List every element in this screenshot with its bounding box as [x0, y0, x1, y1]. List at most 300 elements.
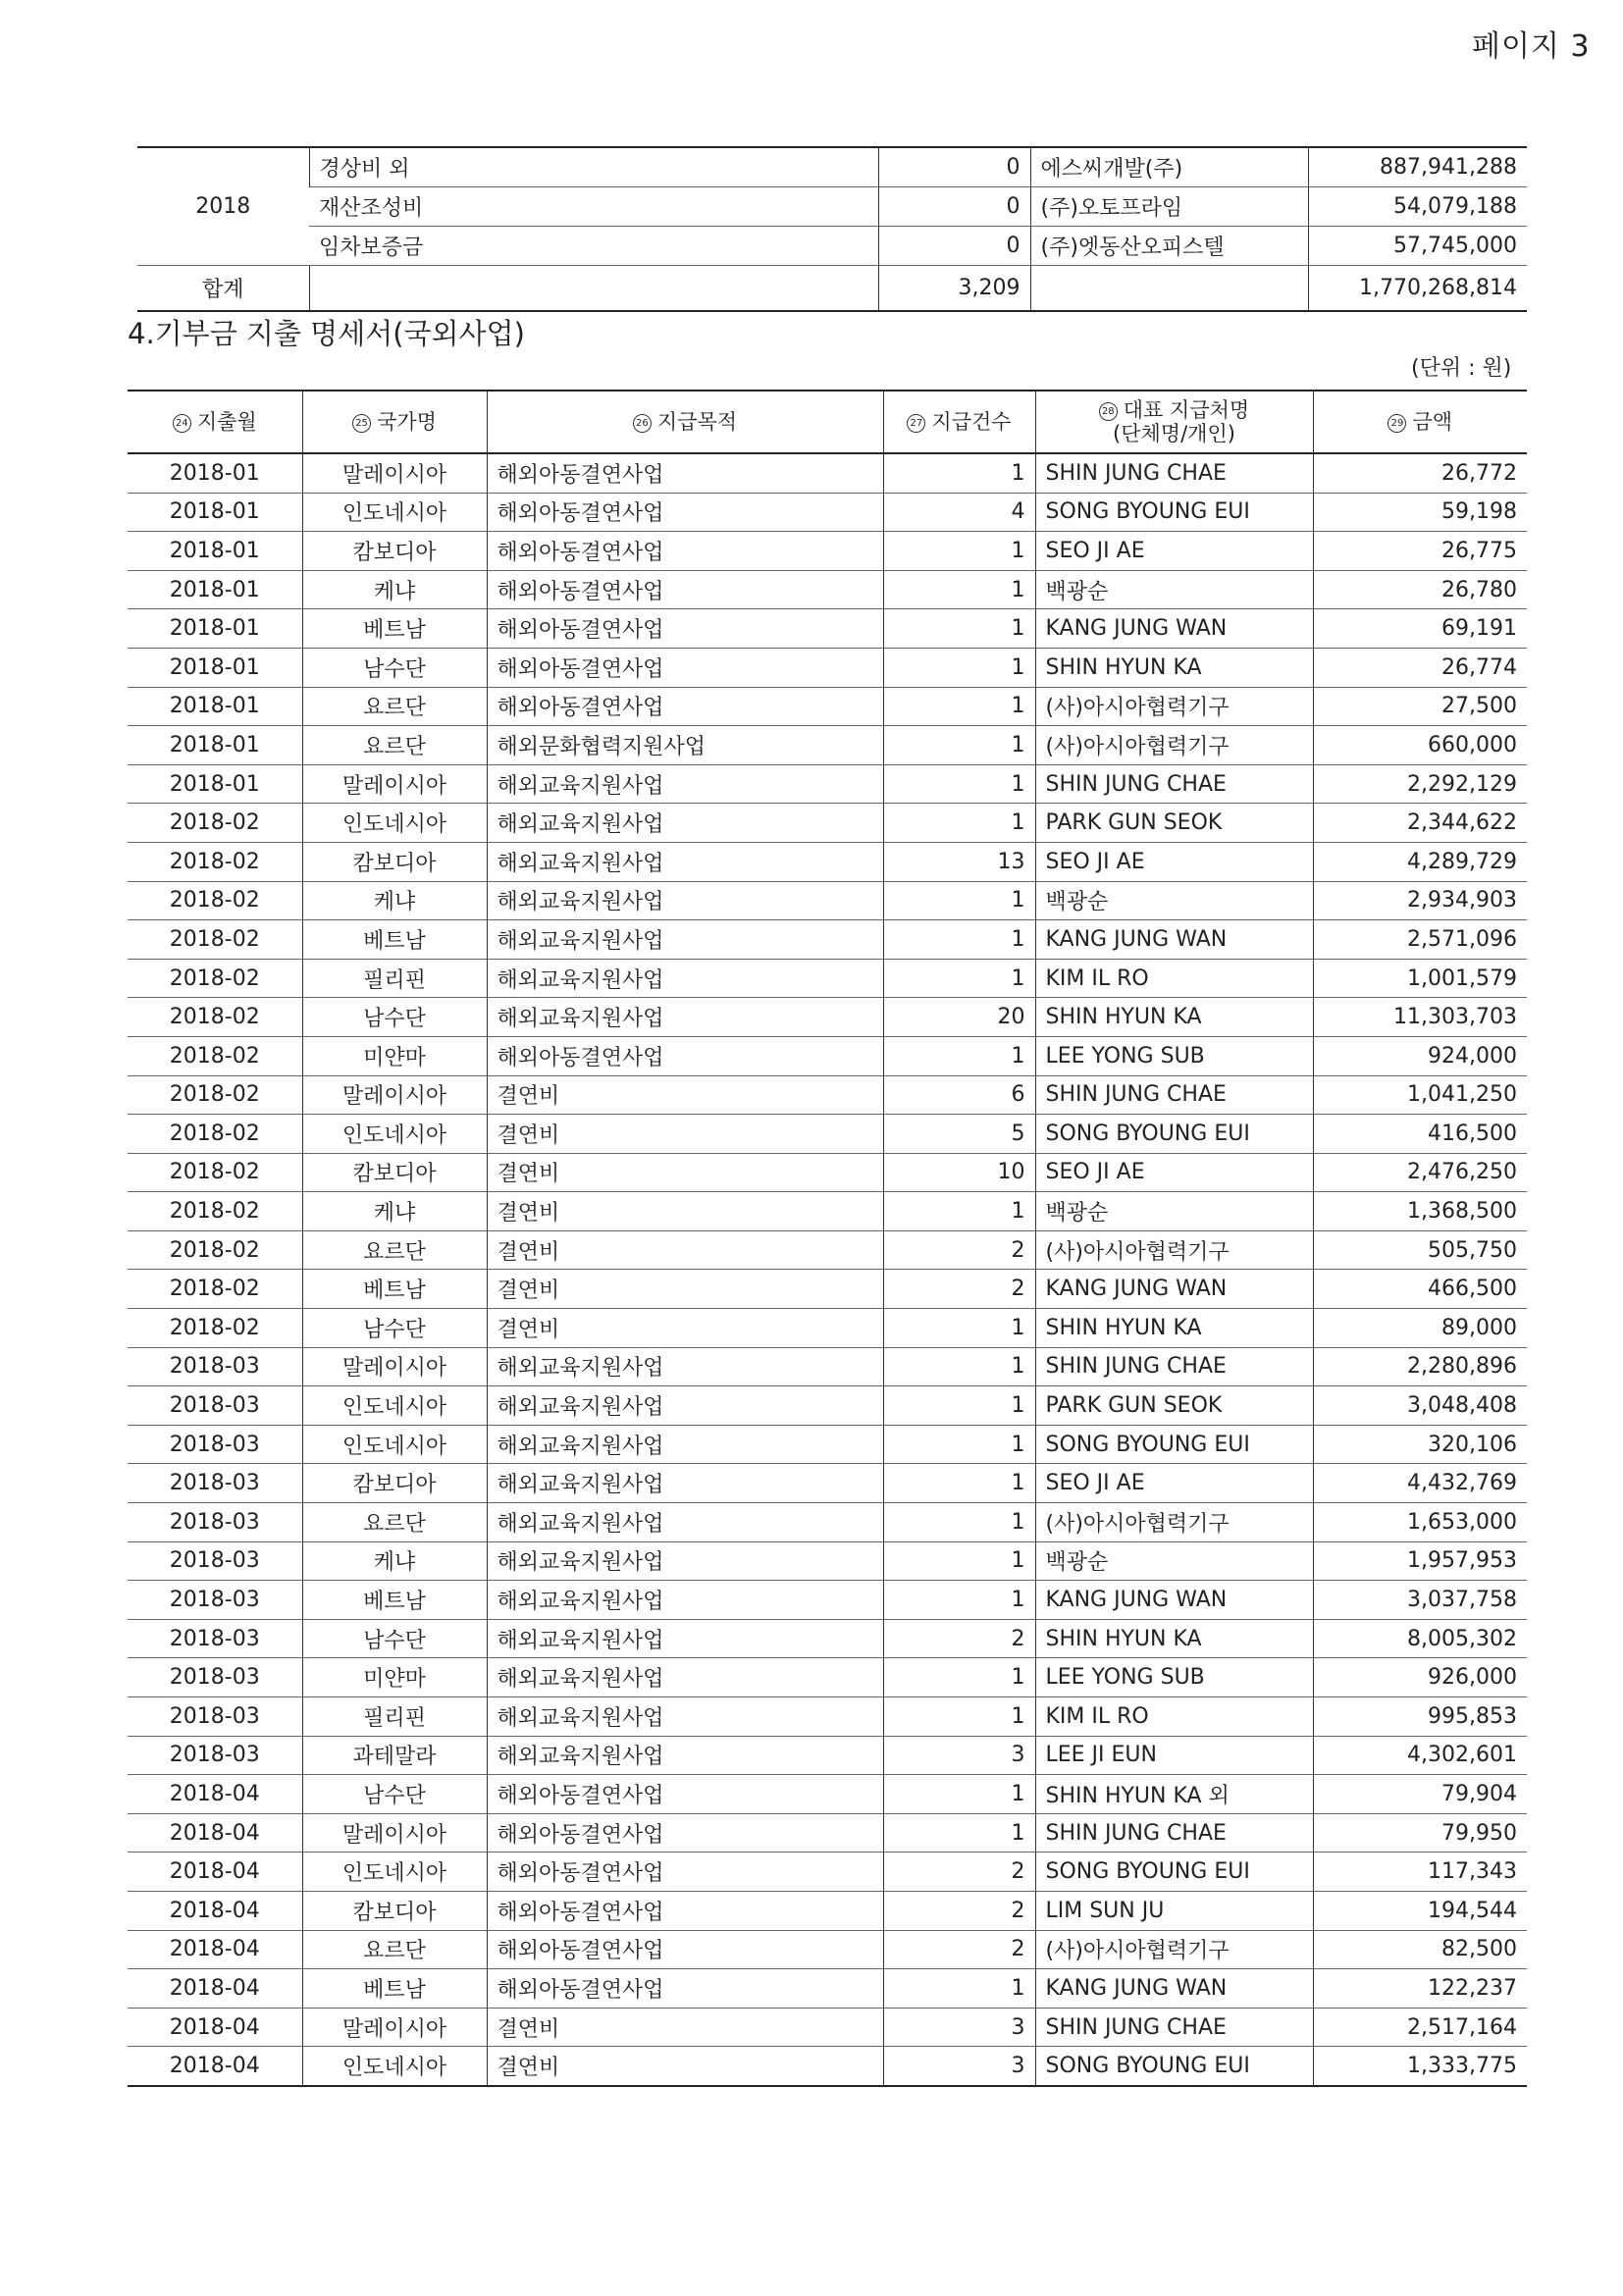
month-cell: 2018-04 — [128, 1852, 302, 1892]
country-cell: 남수단 — [302, 998, 487, 1037]
purpose-cell: 해외교육지원사업 — [487, 1425, 883, 1464]
month-cell: 2018-01 — [128, 570, 302, 609]
month-cell: 2018-04 — [128, 1775, 302, 1814]
page-number: 페이지 3 — [1472, 29, 1591, 64]
country-cell: 베트남 — [302, 1969, 487, 2009]
purpose-cell: 결연비 — [487, 1192, 883, 1231]
payee-cell: 백광순 — [1035, 1541, 1313, 1581]
amount-cell: 27,500 — [1313, 687, 1527, 726]
table-row — [128, 1270, 1527, 1309]
count-cell: 2 — [883, 1270, 1035, 1309]
payee-cell: SEO JI AE — [1035, 1153, 1313, 1192]
table-row — [128, 726, 1527, 765]
table-row — [128, 1503, 1527, 1542]
country-cell: 미얀마 — [302, 1658, 487, 1697]
country-cell: 인도네시아 — [302, 1115, 487, 1154]
payee-cell: KIM IL RO — [1035, 1697, 1313, 1737]
purpose-cell: 해외교육지원사업 — [487, 1386, 883, 1426]
count-cell: 2 — [883, 1852, 1035, 1892]
count-cell: 1 — [883, 726, 1035, 765]
country-cell: 베트남 — [302, 1581, 487, 1620]
count-cell: 6 — [883, 1075, 1035, 1115]
country-cell: 말레이시아 — [302, 764, 487, 804]
month-cell: 2018-02 — [128, 1153, 302, 1192]
country-cell: 말레이시아 — [302, 2008, 487, 2047]
amount-cell: 2,476,250 — [1313, 1153, 1527, 1192]
month-cell: 2018-03 — [128, 1619, 302, 1658]
purpose-cell: 해외교육지원사업 — [487, 920, 883, 960]
amount-cell: 924,000 — [1313, 1036, 1527, 1075]
country-cell: 베트남 — [302, 1270, 487, 1309]
payee-cell: 에스씨개발(주) — [1030, 147, 1308, 187]
count-cell: 1 — [883, 648, 1035, 687]
circled-number-icon: 25 — [352, 414, 371, 433]
table-row — [128, 998, 1527, 1037]
amount-cell: 4,289,729 — [1313, 842, 1527, 881]
purpose-cell: 해외교육지원사업 — [487, 998, 883, 1037]
prior-section-table — [137, 146, 1527, 312]
country-cell: 인도네시아 — [302, 2047, 487, 2086]
month-cell: 2018-03 — [128, 1541, 302, 1581]
table-row — [128, 1309, 1527, 1348]
table-row — [128, 493, 1527, 532]
count-cell: 10 — [883, 1153, 1035, 1192]
count-cell: 1 — [883, 920, 1035, 960]
circled-number-icon: 29 — [1387, 414, 1406, 433]
count-cell: 2 — [883, 1891, 1035, 1930]
country-cell: 케냐 — [302, 1192, 487, 1231]
payee-cell: 백광순 — [1035, 1192, 1313, 1231]
country-cell: 인도네시아 — [302, 493, 487, 532]
table-row — [128, 1619, 1527, 1658]
payee-cell: KIM IL RO — [1035, 959, 1313, 998]
payee-cell: SEO JI AE — [1035, 842, 1313, 881]
country-cell: 남수단 — [302, 648, 487, 687]
payee-cell: KANG JUNG WAN — [1035, 1581, 1313, 1620]
table-row — [128, 920, 1527, 960]
table-row — [128, 609, 1527, 649]
table-row — [128, 1813, 1527, 1852]
purpose-cell: 해외교육지원사업 — [487, 1581, 883, 1620]
payee-cell: SHIN JUNG CHAE — [1035, 453, 1313, 493]
table-row — [128, 1425, 1527, 1464]
purpose-cell: 해외아동결연사업 — [487, 687, 883, 726]
payee-cell: KANG JUNG WAN — [1035, 1270, 1313, 1309]
purpose-cell: 해외아동결연사업 — [487, 1930, 883, 1969]
purpose-cell: 해외교육지원사업 — [487, 1503, 883, 1542]
amount-cell: 466,500 — [1313, 1270, 1527, 1309]
amount-cell: 2,280,896 — [1313, 1347, 1527, 1386]
month-cell: 2018-03 — [128, 1464, 302, 1503]
month-cell: 2018-01 — [128, 532, 302, 571]
total-empty-cell — [309, 266, 878, 312]
month-cell: 2018-02 — [128, 998, 302, 1037]
item-cell: 임차보증금 — [309, 227, 878, 266]
table-row — [128, 1852, 1527, 1892]
purpose-cell: 해외교육지원사업 — [487, 1697, 883, 1737]
country-cell: 말레이시아 — [302, 1347, 487, 1386]
purpose-cell: 해외아동결연사업 — [487, 1852, 883, 1892]
purpose-cell: 해외교육지원사업 — [487, 842, 883, 881]
purpose-cell: 해외교육지원사업 — [487, 1736, 883, 1775]
amount-cell: 4,432,769 — [1313, 1464, 1527, 1503]
payee-cell: SONG BYOUNG EUI — [1035, 2047, 1313, 2086]
count-cell: 2 — [883, 1619, 1035, 1658]
payee-cell: LEE YONG SUB — [1035, 1036, 1313, 1075]
amount-cell: 2,517,164 — [1313, 2008, 1527, 2047]
purpose-cell: 해외아동결연사업 — [487, 453, 883, 493]
month-cell: 2018-03 — [128, 1503, 302, 1542]
month-cell: 2018-02 — [128, 842, 302, 881]
country-cell: 베트남 — [302, 920, 487, 960]
circled-number-icon: 28 — [1099, 402, 1118, 421]
table-row — [128, 1969, 1527, 2009]
payee-cell: SHIN HYUN KA — [1035, 1309, 1313, 1348]
month-cell: 2018-02 — [128, 1309, 302, 1348]
country-cell: 케냐 — [302, 881, 487, 920]
purpose-cell: 해외교육지원사업 — [487, 959, 883, 998]
amount-cell: 4,302,601 — [1313, 1736, 1527, 1775]
month-cell: 2018-01 — [128, 453, 302, 493]
payee-cell: 백광순 — [1035, 881, 1313, 920]
count-cell: 1 — [883, 804, 1035, 843]
payee-cell: (사)아시아협력기구 — [1035, 726, 1313, 765]
amount-cell: 117,343 — [1313, 1852, 1527, 1892]
section-title: 4.기부금 지출 명세서(국외사업) — [128, 317, 525, 350]
payee-cell: (사)아시아협력기구 — [1035, 1503, 1313, 1542]
count-cell: 0 — [878, 147, 1030, 187]
count-cell: 1 — [883, 609, 1035, 649]
amount-cell: 54,079,188 — [1308, 187, 1527, 227]
payee-cell: SHIN HYUN KA — [1035, 998, 1313, 1037]
month-cell: 2018-01 — [128, 726, 302, 765]
country-cell: 필리핀 — [302, 959, 487, 998]
count-cell: 3 — [883, 1736, 1035, 1775]
purpose-cell: 결연비 — [487, 1115, 883, 1154]
country-cell: 캄보디아 — [302, 532, 487, 571]
table-row — [128, 1036, 1527, 1075]
table-row — [128, 1736, 1527, 1775]
month-cell: 2018-04 — [128, 1813, 302, 1852]
payee-cell: SHIN HYUN KA — [1035, 1619, 1313, 1658]
count-cell: 2 — [883, 1230, 1035, 1270]
count-cell: 0 — [878, 227, 1030, 266]
header-purpose: 26 지급목적 — [487, 391, 883, 453]
payee-cell: SHIN JUNG CHAE — [1035, 764, 1313, 804]
country-cell: 캄보디아 — [302, 1153, 487, 1192]
count-cell: 1 — [883, 1192, 1035, 1231]
month-cell: 2018-04 — [128, 1930, 302, 1969]
table-row — [128, 1658, 1527, 1697]
country-cell: 인도네시아 — [302, 1386, 487, 1426]
count-cell: 1 — [883, 1813, 1035, 1852]
count-cell: 1 — [883, 1425, 1035, 1464]
country-cell: 남수단 — [302, 1309, 487, 1348]
purpose-cell: 결연비 — [487, 1230, 883, 1270]
total-amount: 1,770,268,814 — [1308, 266, 1527, 312]
payee-cell: SHIN HYUN KA 외 — [1035, 1775, 1313, 1814]
table-row — [128, 1464, 1527, 1503]
count-cell: 1 — [883, 687, 1035, 726]
total-count: 3,209 — [878, 266, 1030, 312]
payee-cell: KANG JUNG WAN — [1035, 920, 1313, 960]
payee-cell: SONG BYOUNG EUI — [1035, 1852, 1313, 1892]
amount-cell: 2,571,096 — [1313, 920, 1527, 960]
amount-cell: 89,000 — [1313, 1309, 1527, 1348]
table-row — [128, 570, 1527, 609]
payee-cell: SHIN HYUN KA — [1035, 648, 1313, 687]
month-cell: 2018-04 — [128, 2008, 302, 2047]
table-row — [128, 1075, 1527, 1115]
country-cell: 말레이시아 — [302, 453, 487, 493]
count-cell: 13 — [883, 842, 1035, 881]
table-row — [128, 1775, 1527, 1814]
payee-cell: LEE YONG SUB — [1035, 1658, 1313, 1697]
total-row — [137, 266, 1527, 312]
month-cell: 2018-03 — [128, 1425, 302, 1464]
payee-cell: (사)아시아협력기구 — [1035, 687, 1313, 726]
count-cell: 1 — [883, 532, 1035, 571]
table-row — [128, 687, 1527, 726]
country-cell: 남수단 — [302, 1775, 487, 1814]
amount-cell: 1,957,953 — [1313, 1541, 1527, 1581]
purpose-cell: 해외아동결연사업 — [487, 493, 883, 532]
circled-number-icon: 26 — [633, 414, 652, 433]
purpose-cell: 해외아동결연사업 — [487, 532, 883, 571]
payee-cell: LEE JI EUN — [1035, 1736, 1313, 1775]
amount-cell: 82,500 — [1313, 1930, 1527, 1969]
month-cell: 2018-01 — [128, 609, 302, 649]
purpose-cell: 해외교육지원사업 — [487, 1619, 883, 1658]
payee-cell: LIM SUN JU — [1035, 1891, 1313, 1930]
count-cell: 20 — [883, 998, 1035, 1037]
table-row — [128, 1697, 1527, 1737]
purpose-cell: 해외문화협력지원사업 — [487, 726, 883, 765]
table-row — [128, 453, 1527, 493]
total-empty-cell — [1030, 266, 1308, 312]
purpose-cell: 해외아동결연사업 — [487, 570, 883, 609]
table-row — [128, 532, 1527, 571]
amount-cell: 26,772 — [1313, 453, 1527, 493]
amount-cell: 79,950 — [1313, 1813, 1527, 1852]
purpose-cell: 결연비 — [487, 2008, 883, 2047]
count-cell: 1 — [883, 1697, 1035, 1737]
circled-number-icon: 27 — [907, 414, 925, 433]
count-cell: 3 — [883, 2008, 1035, 2047]
country-cell: 케냐 — [302, 1541, 487, 1581]
table-row — [128, 959, 1527, 998]
country-cell: 요르단 — [302, 1230, 487, 1270]
payee-cell: PARK GUN SEOK — [1035, 804, 1313, 843]
count-cell: 1 — [883, 1464, 1035, 1503]
count-cell: 1 — [883, 881, 1035, 920]
count-cell: 1 — [883, 1581, 1035, 1620]
count-cell: 1 — [883, 764, 1035, 804]
table-row — [128, 1115, 1527, 1154]
country-cell: 캄보디아 — [302, 1464, 487, 1503]
payee-cell: KANG JUNG WAN — [1035, 609, 1313, 649]
amount-cell: 26,774 — [1313, 648, 1527, 687]
country-cell: 요르단 — [302, 1503, 487, 1542]
circled-number-icon: 24 — [173, 414, 191, 433]
payee-cell: (주)엣동산오피스텔 — [1030, 227, 1308, 266]
month-cell: 2018-02 — [128, 1115, 302, 1154]
table-row — [128, 1192, 1527, 1231]
count-cell: 1 — [883, 1309, 1035, 1348]
month-cell: 2018-03 — [128, 1697, 302, 1737]
month-cell: 2018-02 — [128, 1036, 302, 1075]
amount-cell: 2,344,622 — [1313, 804, 1527, 843]
payee-cell: (주)오토프라임 — [1030, 187, 1308, 227]
count-cell: 1 — [883, 1969, 1035, 2009]
purpose-cell: 해외아동결연사업 — [487, 1813, 883, 1852]
purpose-cell: 해외교육지원사업 — [487, 804, 883, 843]
country-cell: 요르단 — [302, 687, 487, 726]
count-cell: 1 — [883, 1658, 1035, 1697]
total-label: 합계 — [137, 266, 309, 312]
country-cell: 캄보디아 — [302, 842, 487, 881]
table-row — [128, 842, 1527, 881]
count-cell: 2 — [883, 1930, 1035, 1969]
country-cell: 베트남 — [302, 609, 487, 649]
purpose-cell: 해외아동결연사업 — [487, 1891, 883, 1930]
month-cell: 2018-02 — [128, 881, 302, 920]
purpose-cell: 결연비 — [487, 2047, 883, 2086]
amount-cell: 11,303,703 — [1313, 998, 1527, 1037]
country-cell: 캄보디아 — [302, 1891, 487, 1930]
payee-cell: (사)아시아협력기구 — [1035, 1930, 1313, 1969]
header-amount: 29 금액 — [1313, 391, 1527, 453]
payee-cell: SEO JI AE — [1035, 532, 1313, 571]
count-cell: 1 — [883, 1347, 1035, 1386]
month-cell: 2018-03 — [128, 1581, 302, 1620]
table-row — [128, 764, 1527, 804]
count-cell: 1 — [883, 570, 1035, 609]
payee-cell: SEO JI AE — [1035, 1464, 1313, 1503]
count-cell: 4 — [883, 493, 1035, 532]
count-cell: 1 — [883, 1541, 1035, 1581]
payee-cell: SHIN JUNG CHAE — [1035, 1347, 1313, 1386]
country-cell: 인도네시아 — [302, 1852, 487, 1892]
payee-cell: 백광순 — [1035, 570, 1313, 609]
country-cell: 과테말라 — [302, 1736, 487, 1775]
year-cell: 2018 — [137, 147, 309, 266]
header-row — [128, 391, 1527, 453]
purpose-cell: 결연비 — [487, 1153, 883, 1192]
count-cell: 1 — [883, 1036, 1035, 1075]
amount-cell: 1,001,579 — [1313, 959, 1527, 998]
item-cell: 재산조성비 — [309, 187, 878, 227]
amount-cell: 79,904 — [1313, 1775, 1527, 1814]
purpose-cell: 결연비 — [487, 1270, 883, 1309]
amount-cell: 194,544 — [1313, 1891, 1527, 1930]
purpose-cell: 해외아동결연사업 — [487, 1969, 883, 2009]
month-cell: 2018-02 — [128, 1075, 302, 1115]
header-payee: 28 대표 지급처명 (단체명/개인) — [1035, 391, 1313, 453]
count-cell: 0 — [878, 187, 1030, 227]
amount-cell: 995,853 — [1313, 1697, 1527, 1737]
amount-cell: 887,941,288 — [1308, 147, 1527, 187]
month-cell: 2018-02 — [128, 920, 302, 960]
amount-cell: 416,500 — [1313, 1115, 1527, 1154]
payee-cell: SHIN JUNG CHAE — [1035, 1075, 1313, 1115]
prior-row — [137, 187, 1527, 227]
table-row — [128, 804, 1527, 843]
month-cell: 2018-02 — [128, 804, 302, 843]
country-cell: 요르단 — [302, 726, 487, 765]
header-count: 27 지급건수 — [883, 391, 1035, 453]
amount-cell: 8,005,302 — [1313, 1619, 1527, 1658]
payee-cell: (사)아시아협력기구 — [1035, 1230, 1313, 1270]
table-row — [128, 2008, 1527, 2047]
month-cell: 2018-02 — [128, 959, 302, 998]
amount-cell: 320,106 — [1313, 1425, 1527, 1464]
country-cell: 인도네시아 — [302, 804, 487, 843]
purpose-cell: 해외아동결연사업 — [487, 1036, 883, 1075]
table-row — [128, 1891, 1527, 1930]
country-cell: 필리핀 — [302, 1697, 487, 1737]
country-cell: 미얀마 — [302, 1036, 487, 1075]
purpose-cell: 해외아동결연사업 — [487, 1775, 883, 1814]
amount-cell: 505,750 — [1313, 1230, 1527, 1270]
country-cell: 말레이시아 — [302, 1075, 487, 1115]
purpose-cell: 해외아동결연사업 — [487, 648, 883, 687]
count-cell: 1 — [883, 959, 1035, 998]
payee-cell: KANG JUNG WAN — [1035, 1969, 1313, 2009]
table-row — [128, 1347, 1527, 1386]
table-row — [128, 1386, 1527, 1426]
table-row — [128, 1930, 1527, 1969]
country-cell: 남수단 — [302, 1619, 487, 1658]
amount-cell: 660,000 — [1313, 726, 1527, 765]
unit-label: (단위 : 원) — [1411, 356, 1512, 381]
amount-cell: 69,191 — [1313, 609, 1527, 649]
amount-cell: 2,292,129 — [1313, 764, 1527, 804]
payee-cell: PARK GUN SEOK — [1035, 1386, 1313, 1426]
amount-cell: 57,745,000 — [1308, 227, 1527, 266]
table-row — [128, 648, 1527, 687]
month-cell: 2018-02 — [128, 1270, 302, 1309]
amount-cell: 1,368,500 — [1313, 1192, 1527, 1231]
purpose-cell: 해외교육지원사업 — [487, 1658, 883, 1697]
month-cell: 2018-03 — [128, 1736, 302, 1775]
amount-cell: 1,333,775 — [1313, 2047, 1527, 2086]
header-month: 24 지출월 — [128, 391, 302, 453]
amount-cell: 926,000 — [1313, 1658, 1527, 1697]
amount-cell: 1,041,250 — [1313, 1075, 1527, 1115]
payee-cell: SHIN JUNG CHAE — [1035, 2008, 1313, 2047]
payee-cell: SHIN JUNG CHAE — [1035, 1813, 1313, 1852]
table-row — [128, 1541, 1527, 1581]
table-row — [128, 2047, 1527, 2086]
purpose-cell: 해외교육지원사업 — [487, 1541, 883, 1581]
purpose-cell: 해외교육지원사업 — [487, 1347, 883, 1386]
month-cell: 2018-02 — [128, 1230, 302, 1270]
purpose-cell: 해외교육지원사업 — [487, 1464, 883, 1503]
amount-cell: 59,198 — [1313, 493, 1527, 532]
amount-cell: 26,775 — [1313, 532, 1527, 571]
month-cell: 2018-02 — [128, 1192, 302, 1231]
header-country: 25 국가명 — [302, 391, 487, 453]
count-cell: 1 — [883, 1503, 1035, 1542]
month-cell: 2018-01 — [128, 493, 302, 532]
payee-cell: SONG BYOUNG EUI — [1035, 493, 1313, 532]
month-cell: 2018-01 — [128, 687, 302, 726]
purpose-cell: 결연비 — [487, 1075, 883, 1115]
count-cell: 1 — [883, 453, 1035, 493]
country-cell: 요르단 — [302, 1930, 487, 1969]
month-cell: 2018-03 — [128, 1658, 302, 1697]
